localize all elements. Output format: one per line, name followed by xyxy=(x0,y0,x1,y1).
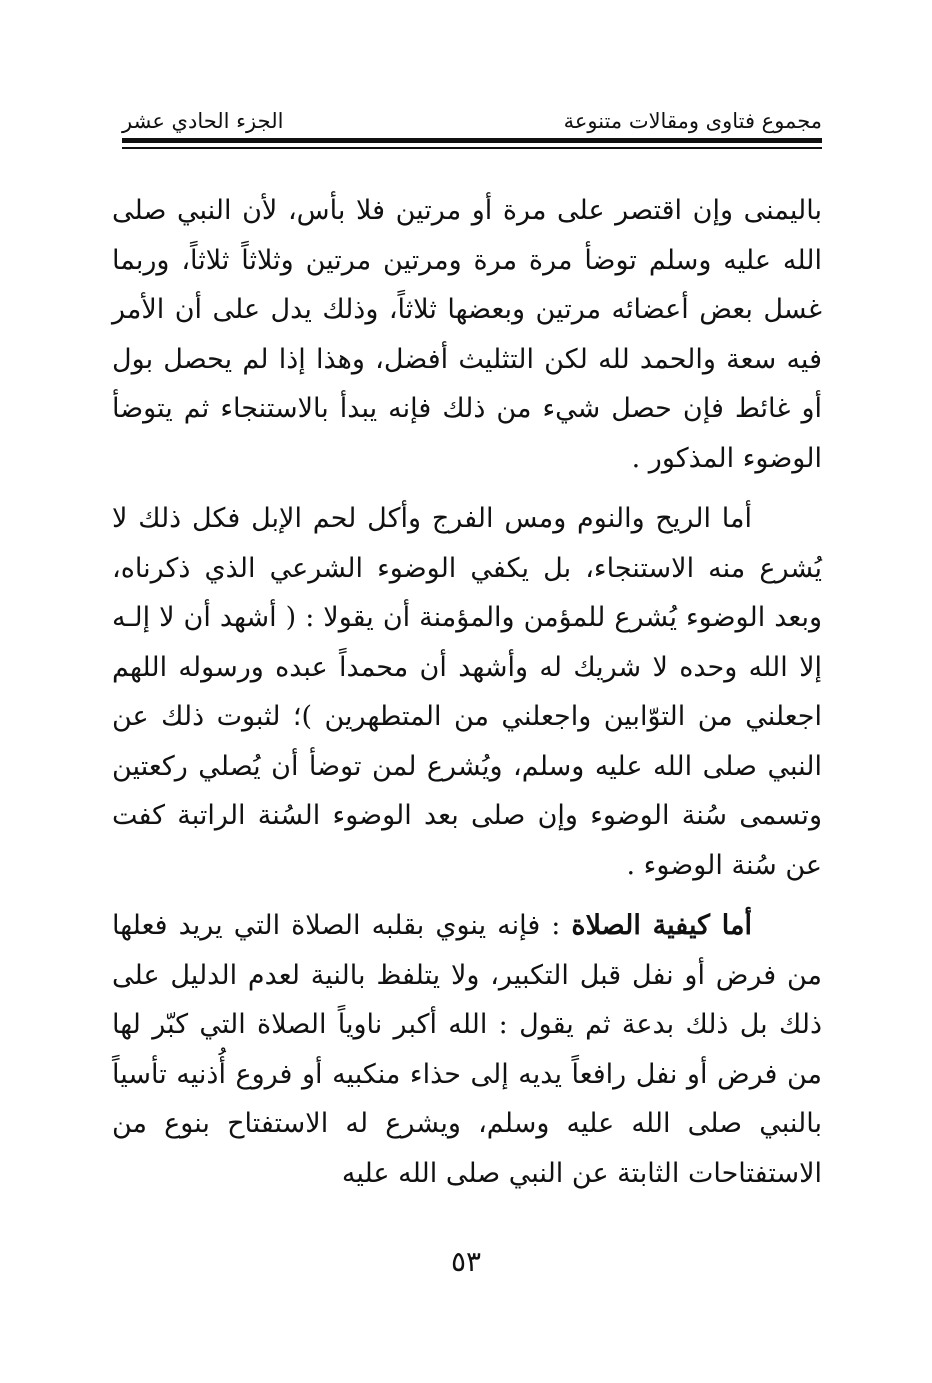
paragraph-3 xyxy=(112,901,822,1198)
volume-label: الجزء الحادي عشر xyxy=(122,109,284,133)
running-header xyxy=(122,100,822,136)
header-rule-thin xyxy=(122,147,822,149)
section-heading-prayer: أما كيفية الصلاة xyxy=(571,910,753,941)
paragraph-3-text: : فإنه ينوي بقلبه الصلاة التي يريد فعلها من فرض أو نفل قبل التكبير، ولا يتلفظ بالنية لعدم الدليل على ذلك بل ذلك بدعة ثم يقول : الله أكبر ناوياً الصلاة التي كبّر لها من فرض أو نفل رافعاً يديه إلى حذاء منكبيه أو فروع أُذنيه تأسياً بالنبي صلى الله عليه وسلم، ويشرع له الاستفتاح بنوع من الاستفتاحات الثابتة عن النبي صلى الله عليه xyxy=(112,910,822,1189)
paragraph-1-text: باليمنى وإن اقتصر على مرة أو مرتين فلا بأس، لأن النبي صلى الله عليه وسلم توضأ مرة مرة ومرتين مرتين وثلاثاً ثلاثاً، وربما غسل بعض أعضائه مرتين وبعضها ثلاثاً، وذلك يدل على أن الأمر فيه سعة والحمد لله لكن التثليث أفضل، وهذا إذا لم يحصل بول أو غائط فإن حصل شيء من ذلك فإنه يبدأ بالاستنجاء ثم يتوضأ الوضوء المذكور . xyxy=(112,195,822,474)
body-text xyxy=(112,186,822,1209)
page-number: ٥٣ xyxy=(450,1245,482,1278)
paragraph-2 xyxy=(112,494,822,890)
paragraph-1 xyxy=(112,186,822,483)
book-title: مجموع فتاوى ومقالات متنوعة xyxy=(563,109,822,133)
paragraph-2-text: أما الريح والنوم ومس الفرج وأكل لحم الإبل فكل ذلك لا يُشرع منه الاستنجاء، بل يكفي الوضوء الشرعي الذي ذكرناه، وبعد الوضوء يُشرع للمؤمن والمؤمنة أن يقولا : ( أشهد أن لا إلـه إلا الله وحده لا شريك له وأشهد أن محمداً عبده ورسوله اللهم اجعلني من التوّابين واجعلني من المتطهرين )؛ لثبوت ذلك عن النبي صلى الله عليه وسلم، ويُشرع لمن توضأ أن يُصلي ركعتين وتسمى سُنة الوضوء وإن صلى بعد الوضوء السُنة الراتبة كفت عن سُنة الوضوء . xyxy=(112,503,822,881)
header-rule-thick xyxy=(122,138,822,143)
